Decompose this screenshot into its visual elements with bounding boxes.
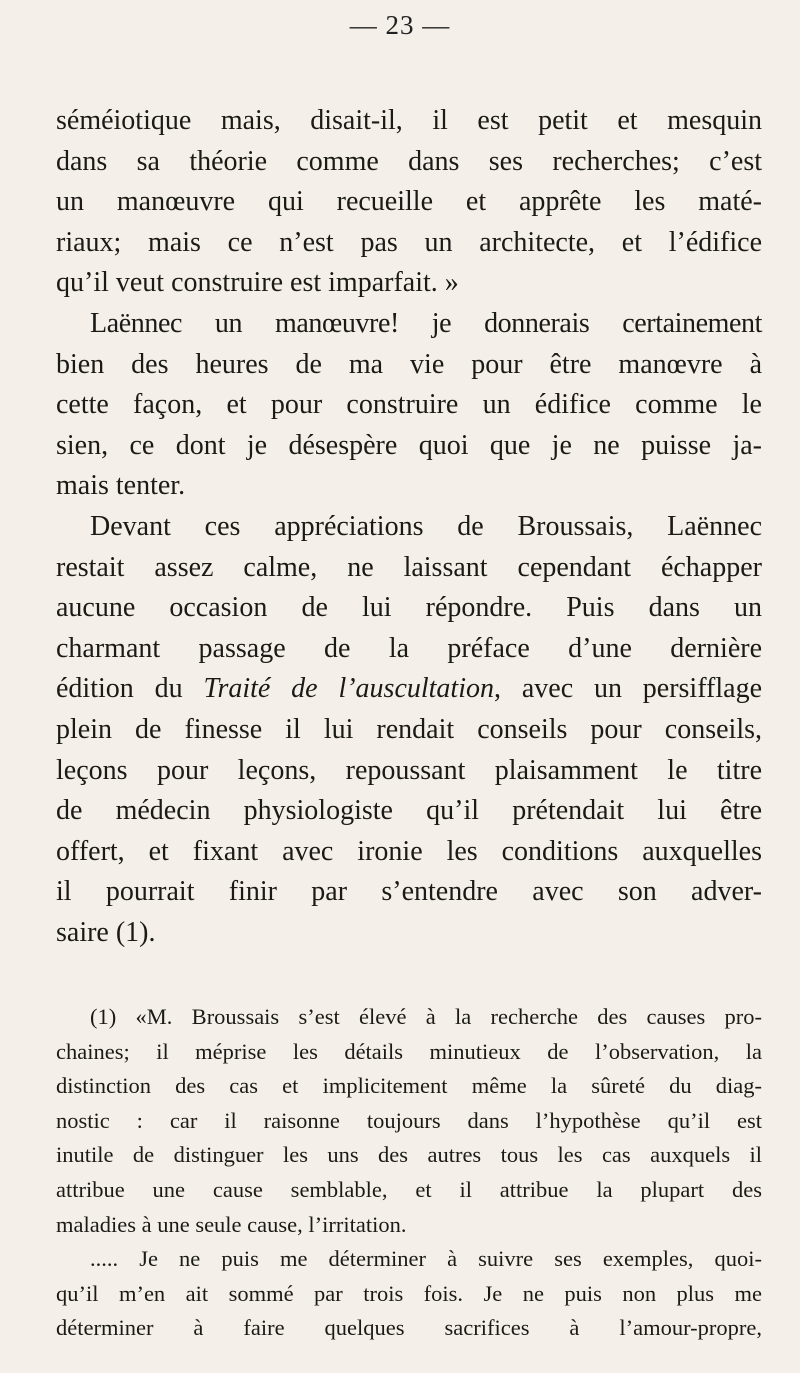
text-line: restait assez calme, ne laissant cependant échapper — [56, 551, 762, 583]
footnote-line: maladies à une seule cause, l’irritation. — [56, 1211, 407, 1237]
book-title: Traité de l’auscultation — [203, 673, 494, 705]
text-line-with-title — [56, 669, 762, 710]
text-line: riaux; mais ce n’est pas un architecte, et l’édifice — [56, 226, 762, 258]
text-line: plein de finesse il lui rendait conseils pour conseils, — [56, 713, 762, 745]
text-line: bien des heures de ma vie pour être manœvre à — [56, 348, 762, 380]
page-number: — 23 — — [349, 10, 451, 40]
footnote-line: chaines; il méprise les détails minutieux de l’observation, la — [56, 1038, 762, 1064]
text-line: aucune occasion de lui répondre. Puis dans un — [56, 592, 762, 624]
text-line: cette façon, et pour construire un édifice comme le — [56, 389, 762, 421]
footnote-line: inutile de distinguer les uns des autres tous les cas auxquels il — [56, 1142, 762, 1168]
text-fragment: , avec un persifflage — [494, 673, 762, 705]
text-line: offert, et fixant avec ironie les conditions auxquelles — [56, 835, 762, 867]
text-line: charmant passage de la préface d’une dernière — [56, 632, 762, 664]
footnote — [56, 1000, 762, 1346]
footnote-line: déterminer à faire quelques sacrifices à l’amour-propre, — [56, 1315, 762, 1341]
footnote-line: nostic : car il raisonne toujours dans l’hypothèse qu’il est — [56, 1107, 762, 1133]
text-line: mais tenter. — [56, 470, 186, 502]
footnote-line: attribue une cause semblable, et il attribue la plupart des — [56, 1176, 762, 1202]
text-fragment: édition du — [56, 673, 204, 705]
text-line: dans sa théorie comme dans ses recherches; c’est — [56, 145, 762, 177]
main-text — [56, 101, 762, 953]
text-line: de médecin physiologiste qu’il prétendait lui être — [56, 795, 762, 827]
paragraph-start-line: Laënnec un manœuvre! je donnerais certainement — [90, 307, 762, 339]
footnote-line: qu’il m’en ait sommé par trois fois. Je ne puis non plus me — [56, 1280, 762, 1306]
text-line: séméiotique mais, disait-il, il est petit et mesquin — [56, 105, 762, 136]
footnote-line: ..... Je ne puis me déterminer à suivre ses exemples, quoi- — [90, 1246, 762, 1272]
text-line: leçons pour leçons, repoussant plaisamment le titre — [56, 754, 762, 786]
footnote-line: distinction des cas et implicitement même la sûreté du diag- — [56, 1073, 762, 1099]
footnote-line: (1) «M. Broussais s’est élevé à la recherche des causes pro- — [90, 1004, 762, 1029]
text-line: il pourrait finir par s’entendre avec son adver- — [56, 876, 762, 908]
paragraph-start-line: Devant ces appréciations de Broussais, Laënnec — [90, 510, 762, 542]
text-line: qu’il veut construire est imparfait. » — [56, 267, 459, 299]
text-line: sien, ce dont je désespère quoi que je ne puisse ja- — [56, 429, 762, 461]
text-line: saire (1). — [56, 916, 156, 948]
text-line: un manœuvre qui recueille et apprête les maté- — [56, 186, 762, 218]
